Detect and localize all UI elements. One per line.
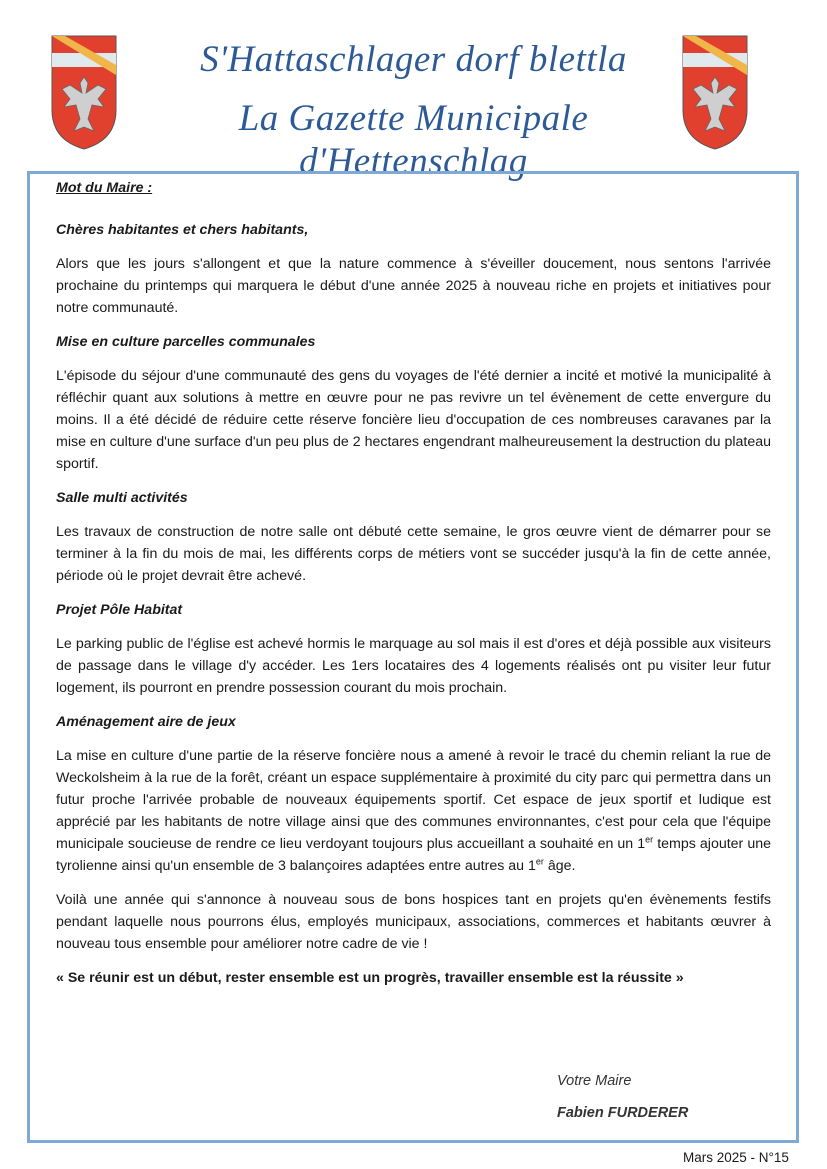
signature-name: Fabien FURDERER	[557, 1105, 689, 1121]
section-paragraph: L'épisode du séjour d'une communauté des gens du voyages de l'été dernier a incité et motivé la municipalité à réfléchir quant aux solutions à mettre en œuvre pour ne pas revivre un tel évènement de cette envergure du moins. Il a été décidé de réduire cette réserve foncière lieu d'occupation de ces nombreuses caravanes par la mise en culture d'une surface d'un peu plus de 2 hectares engendrant malheureusement la destruction du plateau sportif.	[56, 368, 771, 472]
article-heading: Mot du Maire :	[56, 180, 153, 196]
section-title: Mise en culture parcelles communales	[56, 334, 316, 350]
section-title: Projet Pôle Habitat	[56, 602, 183, 618]
text-segment: temps ajouter une tyrolienne ainsi qu'un ensemble de 3 balançoires adaptées entre autres au 1	[56, 836, 772, 874]
section-paragraph: Le parking public de l'église est achevé hormis le marquage au sol mais il est d'ores et déjà possible aux visiteurs de passage dans le village d'y accéder. Les 1ers locataires des 4 logements réalisés ont pu visiter leur futur logement, ils pourront en prendre possession courant du mois prochain.	[56, 636, 771, 696]
coat-of-arms-left	[51, 35, 117, 150]
article-body	[56, 177, 771, 1001]
section-title: Aménagement aire de jeux	[56, 714, 236, 730]
text-segment: âge.	[543, 858, 576, 874]
text-segment: La mise en culture d'une partie de la réserve foncière nous a amené à revoir le tracé du chemin reliant la rue de Weckolsheim à la rue de la forêt, créant un espace supplémentaire à proximité du city parc qui permettra dans un futur proche l'arrivée probable de nouveaux équipements sportif. Cet espace de jeux sportif et ludique est apprécié par les habitants de notre village ainsi que des communes environnantes, c'est pour cela que l'équipe municipale soucieuse de rendre ce lieu verdoyant toujours plus accueillant a souhaité en un 1	[56, 748, 771, 852]
section-paragraph: Les travaux de construction de notre salle ont débuté cette semaine, le gros œuvre vient de démarrer pour se terminer à la fin du mois de mai, les différents corps de métiers vont se succéder jusqu'à la fin de cette année, période où le projet devrait être achevé.	[56, 524, 771, 584]
superscript: er	[645, 834, 654, 845]
intro-paragraph: Alors que les jours s'allongent et que la nature commence à s'éveiller doucement, nous sentons l'arrivée prochaine du printemps qui marquera le début d'une année 2025 à nouveau riche en projets et initiatives pour notre communauté.	[56, 256, 771, 316]
section-paragraph	[56, 745, 771, 877]
section-title: Salle multi activités	[56, 490, 188, 506]
quote: « Se réunir est un début, rester ensemble est un progrès, travailler ensemble est la réussite »	[56, 970, 684, 986]
gazette-title: La Gazette Municipale d'Hettenschlag	[238, 98, 589, 182]
closing-paragraph: Voilà une année qui s'annonce à nouveau sous de bons hospices tant en projets qu'en évènements festifs pendant laquelle nous pourrons élus, employés municipaux, associations, commerces et habitants œuvrer à nouveau tous ensemble pour améliorer notre cadre de vie !	[56, 892, 771, 952]
issue-footer: Mars 2025 - N°15	[683, 1150, 789, 1165]
gazette-title-alsatian: S'Hattaschlager dorf blettla	[200, 39, 627, 80]
signature-role: Votre Maire	[557, 1073, 632, 1089]
greeting: Chères habitantes et chers habitants,	[56, 222, 309, 238]
superscript: er	[535, 856, 544, 867]
